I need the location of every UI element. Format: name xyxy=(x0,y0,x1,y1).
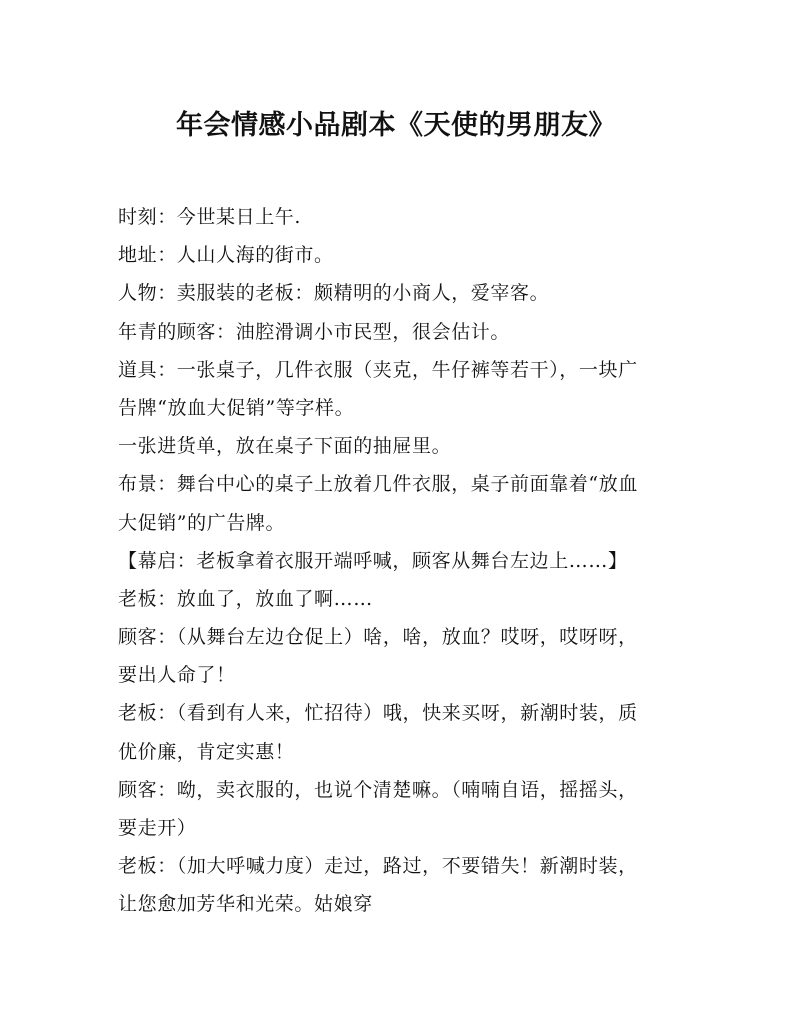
text-line: 【幕启：老板拿着衣服开端呼喊，顾客从舞台左边上……】 xyxy=(118,549,628,572)
text-line: 布景：舞台中心的桌子上放着几件衣服，桌子前面靠着“放血 xyxy=(118,473,638,496)
text-line: 年青的顾客：油腔滑调小市民型，很会估计。 xyxy=(118,320,511,343)
text-line: 老板：（加大呼喊力度）走过，路过，不要错失！新潮时装， xyxy=(118,855,638,878)
text-line: 要出人命了！ xyxy=(118,664,236,687)
text-line: 优价廉，肯定实惠！ xyxy=(118,740,295,763)
text-line: 道具：一张桌子，几件衣服（夹克，牛仔裤等若干），一块广 xyxy=(118,358,638,381)
text-line: 告牌“放血大促销”等字样。 xyxy=(118,396,355,419)
text-line: 顾客：呦，卖衣服的，也说个清楚嘛。（喃喃自语，摇摇头， xyxy=(118,778,638,801)
text-line: 让您愈加芳华和光荣。姑娘穿 xyxy=(118,893,373,916)
document-title: 年会情感小品剧本《天使的男朋友》 xyxy=(176,110,616,141)
text-line: 一张进货单，放在桌子下面的抽屉里。 xyxy=(118,435,452,458)
document-body xyxy=(118,198,678,924)
text-line: 时刻：今世某日上午. xyxy=(118,206,302,228)
text-line: 老板：放血了，放血了啊…… xyxy=(118,587,373,610)
text-line: 要走开） xyxy=(118,817,197,839)
text-line: 人物：卖服装的老板：颇精明的小商人，爱宰客。 xyxy=(118,282,550,305)
text-line: 老板：（看到有人来，忙招待）哦，快来买呀，新潮时装，质 xyxy=(118,702,638,725)
text-line: 顾客：（从舞台左边仓促上）啥，啥，放血？哎呀，哎呀呀， xyxy=(118,626,638,649)
text-line: 地址：人山人海的街市。 xyxy=(118,244,334,267)
text-line: 大促销”的广告牌。 xyxy=(118,511,286,534)
